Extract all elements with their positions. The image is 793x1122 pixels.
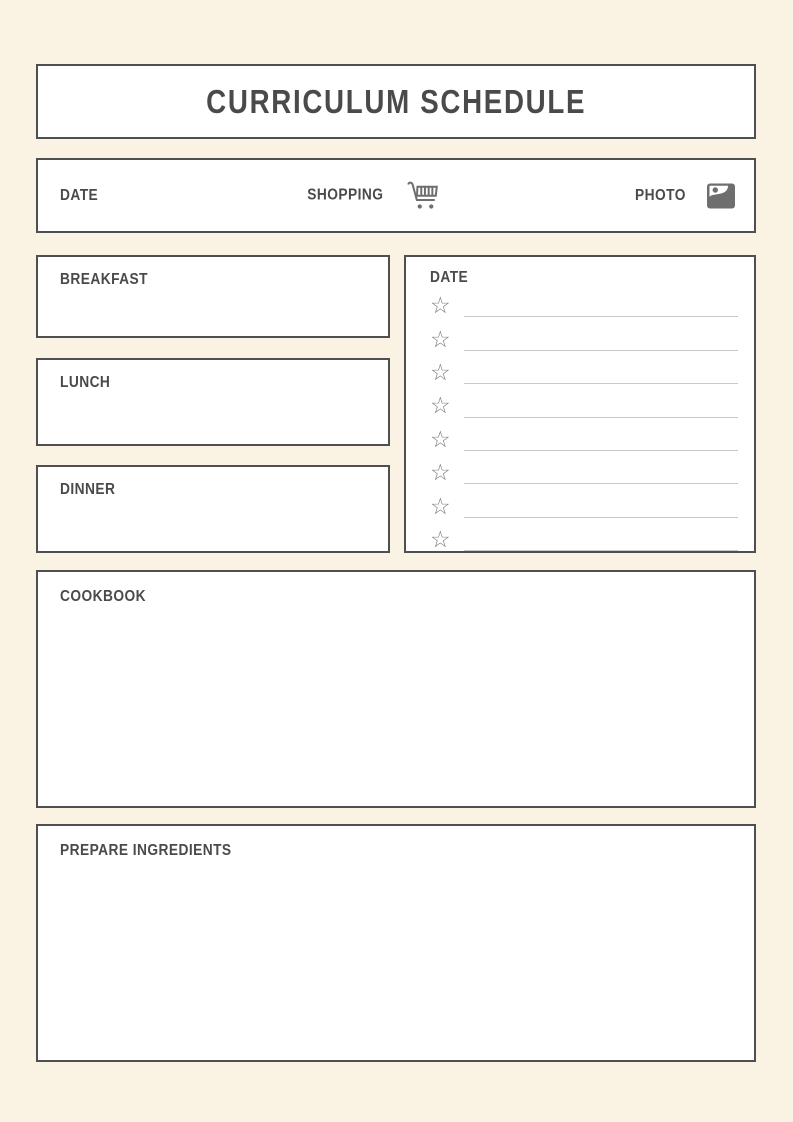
photo-label: PHOTO (634, 186, 686, 204)
date-list-row (430, 389, 738, 422)
date-list-row (430, 423, 738, 456)
writing-line (464, 356, 738, 384)
star-icon: ☆ (430, 425, 451, 452)
page-title: CURRICULUM SCHEDULE (206, 82, 586, 120)
breakfast-label: BREAKFAST (60, 271, 148, 288)
writing-line (464, 489, 738, 517)
star-icon: ☆ (430, 525, 451, 552)
star-icon: ☆ (430, 459, 451, 486)
date-list-rows (430, 289, 738, 556)
writing-line (464, 289, 738, 317)
date-label: DATE (60, 186, 99, 204)
lunch-section (36, 358, 390, 446)
breakfast-section (36, 255, 390, 338)
shopping-label: SHOPPING (306, 186, 383, 204)
cookbook-section (36, 570, 756, 808)
star-icon: ☆ (430, 492, 451, 519)
dinner-section (36, 465, 390, 553)
date-list-row (430, 523, 738, 556)
writing-line (464, 523, 738, 551)
star-icon: ☆ (430, 358, 451, 385)
prepare-ingredients-section (36, 824, 756, 1062)
cookbook-label: COOKBOOK (60, 588, 146, 605)
lunch-label: LUNCH (60, 374, 111, 391)
shopping-cart-icon (405, 178, 442, 211)
date-list-row (430, 489, 738, 522)
star-icon: ☆ (430, 292, 451, 319)
writing-line (464, 456, 738, 484)
header-row (36, 158, 756, 233)
photo-image-icon (706, 181, 736, 211)
date-list-section (404, 255, 756, 553)
date-list-row (430, 289, 738, 322)
date-list-row (430, 356, 738, 389)
writing-line (464, 389, 738, 417)
prepare-ingredients-label: PREPARE INGREDIENTS (60, 842, 232, 859)
date-list-row (430, 456, 738, 489)
title-box (36, 64, 756, 139)
writing-line (464, 423, 738, 451)
star-icon: ☆ (430, 325, 451, 352)
date-list-label: DATE (430, 269, 469, 286)
date-list-row (430, 322, 738, 355)
dinner-label: DINNER (60, 481, 116, 498)
star-icon: ☆ (430, 392, 451, 419)
writing-line (464, 322, 738, 350)
